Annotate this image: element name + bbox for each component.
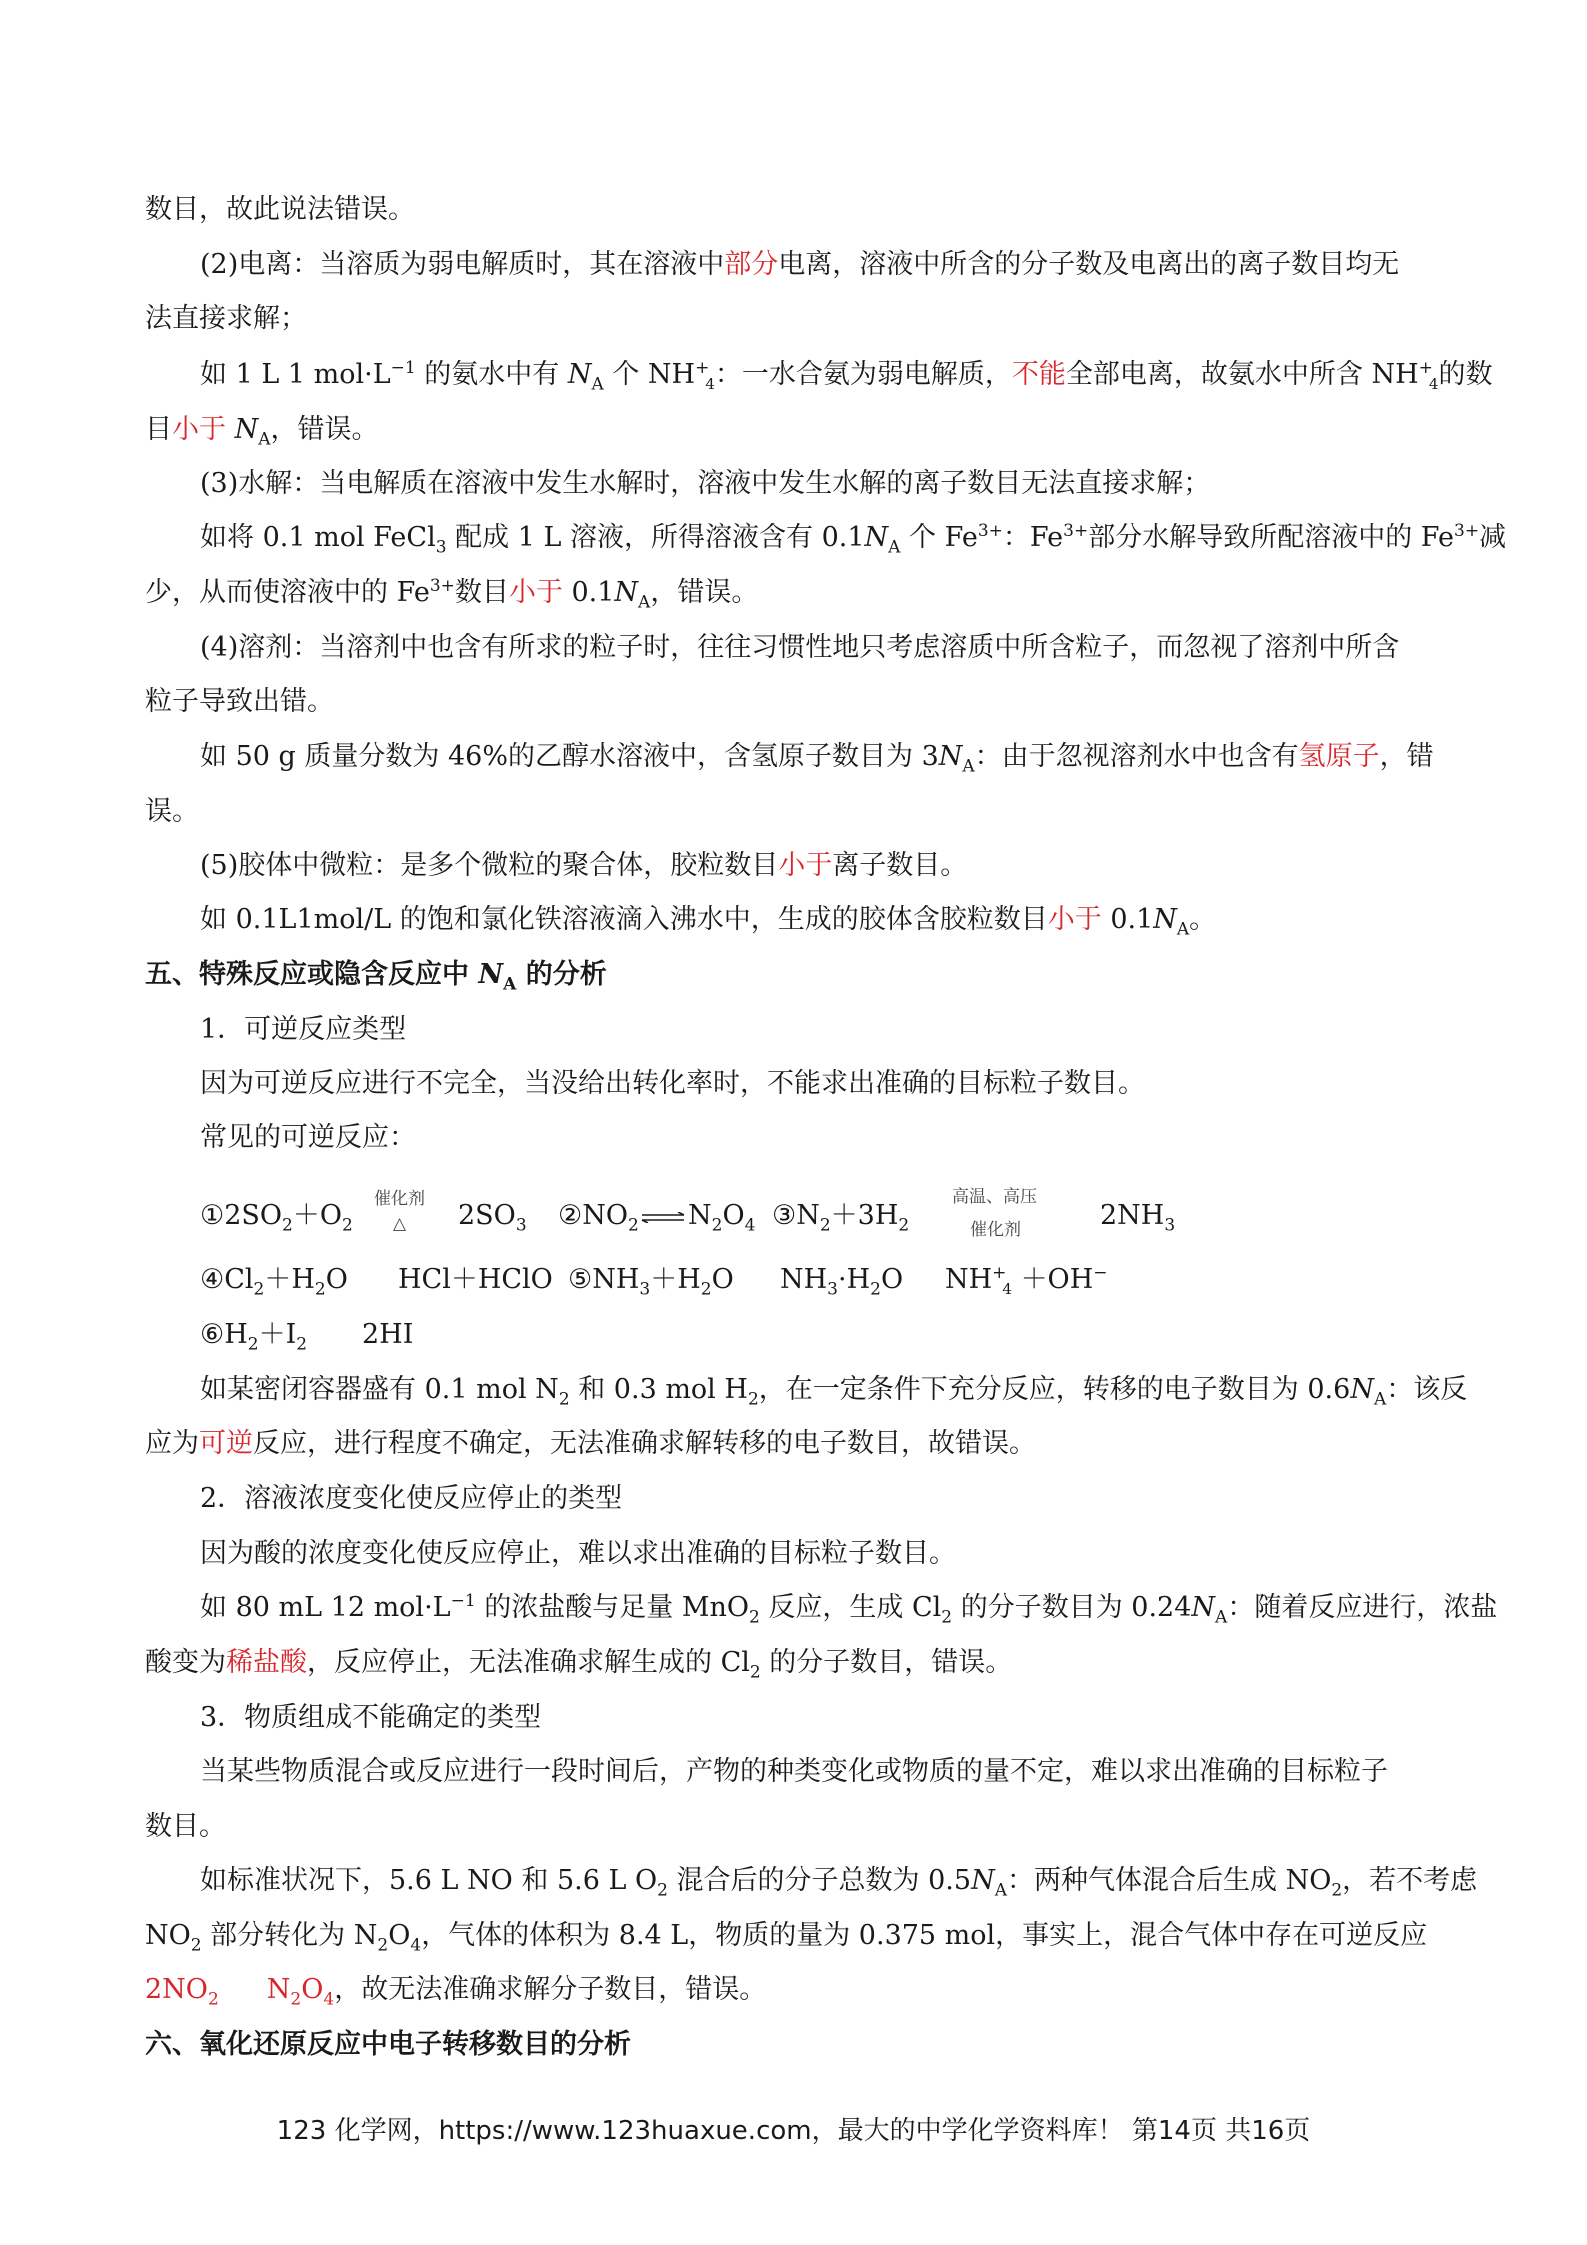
- text-line: (4)溶剂：当溶剂中也含有所求的粒子时，往往习惯性地只考虑溶质中所含粒子，而忽视了溶剂中所含: [200, 632, 1400, 663]
- equation-2-product: $N_2O_4$: [688, 1200, 756, 1236]
- equation-1-product: $2SO_3$: [458, 1200, 527, 1236]
- equation-5-intermediate: $NH_3\cdot H_2O$: [780, 1264, 904, 1300]
- text-line: 如某密闭容器盛有 0.1 mol $N_2$ 和 0.3 mol $H_2$，在一定条件下充分反应，转移的电子数目为 $0.6N_A$：该反: [200, 1374, 1468, 1410]
- text-line: 目小于 $N_A$，错误。: [145, 414, 379, 450]
- text-line: $2NO_2$ $N_2O_4$，故无法准确求解分子数目，错误。: [145, 1974, 767, 2010]
- text-line: 如 0.1L1mol/L 的饱和氯化铁溶液滴入沸水中，生成的胶体含胶粒数目小于 $0.1N_A$。: [200, 904, 1217, 940]
- equation-5: $⑤NH_3+H_2O$: [568, 1264, 734, 1300]
- text-line: 少，从而使溶液中的 $Fe^{3+}$数目小于 $0.1N_A$，错误。: [145, 576, 759, 613]
- catalyst-label: 催化剂: [970, 1220, 1021, 1240]
- section-heading: 六、氧化还原反应中电子转移数目的分析: [145, 2029, 631, 2060]
- text-line: $NO_2$ 部分转化为 $N_2O_4$，气体的体积为 8.4 L，物质的量为 0.375 mol，事实上，混合气体中存在可逆反应: [145, 1920, 1428, 1956]
- text-line: 因为可逆反应进行不完全，当没给出转化率时，不能求出准确的目标粒子数目。: [200, 1068, 1145, 1099]
- text-line: (5)胶体中微粒：是多个微粒的聚合体，胶粒数目小于离子数目。: [200, 850, 968, 881]
- subsection-heading: 1．可逆反应类型: [200, 1014, 407, 1045]
- text-line: 常见的可逆反应：: [200, 1122, 416, 1153]
- heat-symbol: △: [393, 1214, 407, 1234]
- subsection-heading: 3．物质组成不能确定的类型: [200, 1702, 542, 1733]
- catalyst-label: 催化剂: [374, 1189, 425, 1209]
- text-line: 酸变为稀盐酸，反应停止，无法准确求解生成的 $Cl_2$ 的分子数目，错误。: [145, 1647, 1013, 1683]
- text-line: 如标准状况下，5.6 L NO 和 5.6 L $O_2$ 混合后的分子总数为 $0.5N_A$：两种气体混合后生成 $NO_2$，若不考虑: [200, 1865, 1478, 1901]
- equation-3-product: $2NH_3$: [1100, 1200, 1176, 1236]
- page-footer: 123 化学网，https://www.123huaxue.com，最大的中学化学资料库！ 第14页 共16页: [276, 2116, 1311, 2146]
- text-line: 粒子导致出错。: [145, 686, 334, 717]
- equilibrium-arrow-icon: [640, 1212, 686, 1223]
- text-line: 因为酸的浓度变化使反应停止，难以求出准确的目标粒子数目。: [200, 1538, 956, 1569]
- text-line: 误。: [145, 796, 199, 827]
- text-line: 法直接求解；: [145, 303, 307, 334]
- subsection-heading: 2．溶液浓度变化使反应停止的类型: [200, 1483, 623, 1514]
- text-line: (3)水解：当电解质在溶液中发生水解时，溶液中发生水解的离子数目无法直接求解；: [200, 468, 1211, 499]
- equation-6: $⑥H_2+I_2$: [200, 1319, 308, 1355]
- text-line: 数目，故此说法错误。: [145, 194, 415, 225]
- equation-5-product: $NH^+_4 +OH^-$: [945, 1263, 1108, 1298]
- equation-1: $①2SO_2+O_2$: [200, 1200, 353, 1236]
- text-line: 当某些物质混合或反应进行一段时间后，产物的种类变化或物质的量不定，难以求出准确的目标粒子: [200, 1756, 1388, 1787]
- text-line: 数目。: [145, 1811, 226, 1842]
- equation-3: $③N_2+3H_2$: [772, 1200, 910, 1236]
- section-heading: 五、特殊反应或隐含反应中 $N_A$ 的分析: [145, 959, 607, 995]
- equation-4-product: HCl＋HClO: [398, 1264, 553, 1295]
- text-line: 如 50 g 质量分数为 46%的乙醇水溶液中，含氢原子数目为 $3N_A$：由于忽视溶剂水中也含有氢原子，错: [200, 741, 1434, 777]
- equation-6-product: 2HI: [362, 1319, 414, 1350]
- text-line: 应为可逆反应，进行程度不确定，无法准确求解转移的电子数目，故错误。: [145, 1428, 1036, 1459]
- text-line: 如 80 mL 12 $mol\cdot L^{-1}$ 的浓盐酸与足量 MnO$_2$ 反应，生成 $Cl_2$ 的分子数目为 $0.24N_A$：随着反应进行，浓盐: [200, 1591, 1498, 1628]
- equation-2: $②NO_2$: [558, 1200, 639, 1236]
- condition-label: 高温、高压: [952, 1187, 1037, 1207]
- text-line: 如将 0.1 mol FeCl$_3$ 配成 1 L 溶液，所得溶液含有 $0.1N_A$ 个 $Fe^{3+}$：$Fe^{3+}$部分水解导致所配溶液中的 $Fe^{3+}$减: [200, 521, 1507, 558]
- text-line: 如 1 L 1 $mol\cdot L^{-1}$ 的氨水中有 $N_A$ 个 $NH^+_4$：一水合氨为弱电解质，不能全部电离，故氨水中所含 $NH^+_4$的数: [200, 358, 1493, 395]
- text-line: (2)电离：当溶质为弱电解质时，其在溶液中部分电离，溶液中所含的分子数及电离出的离子数目均无: [200, 249, 1400, 280]
- equation-4: $④Cl_2+H_2O$: [200, 1264, 348, 1300]
